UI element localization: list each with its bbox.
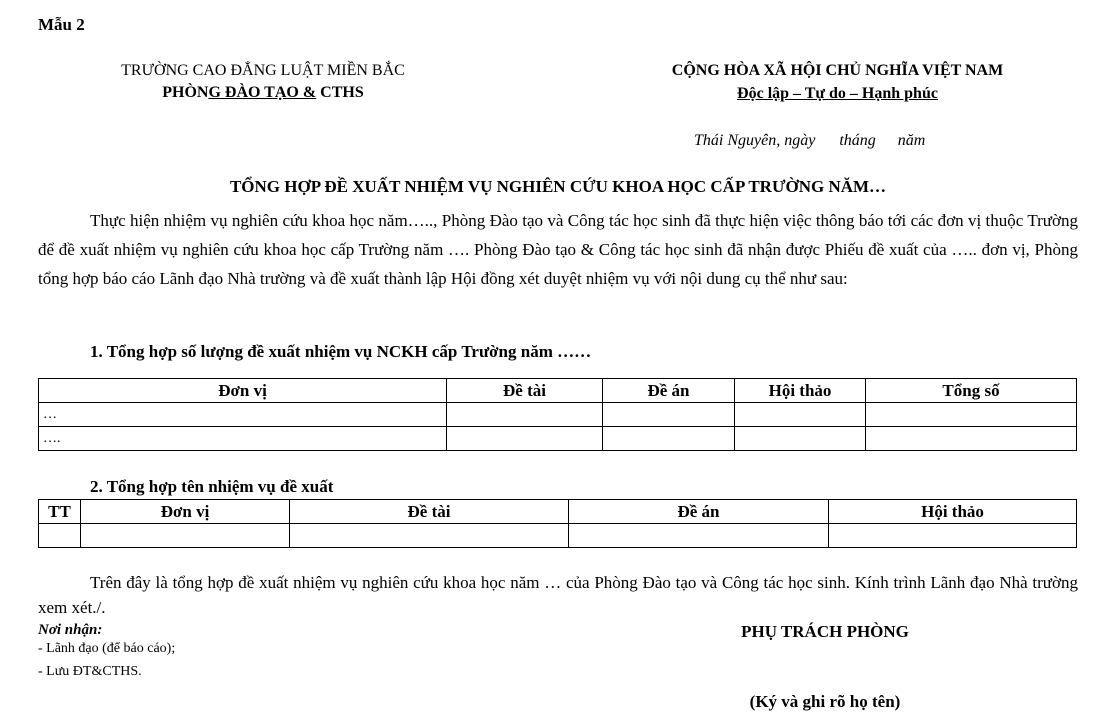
table-cell: [603, 403, 735, 427]
section1-heading: 1. Tổng hợp số lượng đề xuất nhiệm vụ NCKH cấp Trường năm ……: [90, 342, 592, 361]
table-row: [39, 403, 1077, 427]
department-name-prefix: PHÒN: [162, 84, 209, 101]
recipient-item: - Lưu ĐT&CTHS.: [38, 664, 142, 679]
date-line: [694, 132, 925, 150]
table-cell: [735, 403, 866, 427]
column-header: Đề án: [569, 500, 829, 524]
table-cell: [829, 524, 1077, 548]
date-month: tháng: [839, 132, 876, 149]
table-cell: [290, 524, 569, 548]
intro-paragraph: [38, 206, 1078, 293]
signature-note: (Ký và ghi rõ họ tên): [749, 692, 901, 711]
column-header: Đề tài: [290, 500, 569, 524]
table-cell: …: [39, 403, 447, 427]
closing-paragraph-text: Trên đây là tổng hợp đề xuất nhiệm vụ nghiên cứu khoa học năm … của Phòng Đào tạo và Công tác học sinh. Kính trình Lãnh đạo Nhà trường xem xét./.: [38, 573, 1078, 617]
department-name-underlined: G ĐÀO TẠO &: [208, 84, 317, 101]
table-cell: [866, 403, 1077, 427]
summary-count-table: [38, 378, 1077, 451]
date-year: năm: [897, 132, 926, 149]
recipients-heading: Nơi nhận:: [38, 622, 103, 638]
closing-paragraph: [38, 570, 1078, 620]
column-header: Đơn vị: [39, 379, 447, 403]
table-cell: [569, 524, 829, 548]
table-row: [39, 524, 1077, 548]
column-header: TT: [39, 500, 81, 524]
date-place-day: Thái Nguyên, ngày: [694, 132, 816, 149]
table-header-row: [39, 379, 1077, 403]
table-cell: [866, 427, 1077, 451]
table-row: [39, 427, 1077, 451]
table-cell: ….: [39, 427, 447, 451]
table-cell: [39, 524, 81, 548]
national-motto: Độc lập – Tự do – Hạnh phúc: [737, 85, 938, 102]
school-name: TRƯỜNG CAO ĐẲNG LUẬT MIỀN BẮC: [121, 62, 405, 79]
table-cell: [603, 427, 735, 451]
department-name-suffix: CTHS: [316, 84, 364, 101]
signature-title: PHỤ TRÁCH PHÒNG: [741, 622, 909, 641]
table-cell: [447, 427, 603, 451]
table-cell: [735, 427, 866, 451]
section2-heading: 2. Tổng hợp tên nhiệm vụ đề xuất: [90, 477, 334, 496]
department-name: [78, 84, 448, 102]
column-header: Hội thảo: [735, 379, 866, 403]
table-cell: [447, 403, 603, 427]
column-header: Đề tài: [447, 379, 603, 403]
column-header: Hội thảo: [829, 500, 1077, 524]
form-label: Mẫu 2: [38, 15, 85, 34]
table-header-row: [39, 500, 1077, 524]
national-title: CỘNG HÒA XÃ HỘI CHỦ NGHĨA VIỆT NAM: [671, 62, 1004, 79]
column-header: Tổng số: [866, 379, 1077, 403]
proposal-names-table: [38, 499, 1077, 548]
intro-paragraph-text: Thực hiện nhiệm vụ nghiên cứu khoa học năm….., Phòng Đào tạo và Công tác học sinh đã thực hiện việc thông báo tới các đơn vị thuộc Trường để đề xuất nhiệm vụ nghiên cứu khoa học cấp Trường năm …. Phòng Đào tạo & Công tác học sinh đã nhận được Phiếu đề xuất của ….. đơn vị, Phòng tổng hợp báo cáo Lãnh đạo Nhà trường và đề xuất thành lập Hội đồng xét duyệt nhiệm vụ với nội dung cụ thể như sau:: [38, 211, 1078, 288]
column-header: Đề án: [603, 379, 735, 403]
document-title: TỔNG HỢP ĐỀ XUẤT NHIỆM VỤ NGHIÊN CỨU KHOA HỌC CẤP TRƯỜNG NĂM…: [229, 177, 887, 196]
column-header: Đơn vị: [81, 500, 290, 524]
recipient-item: - Lãnh đạo (để báo cáo);: [38, 641, 176, 656]
table-cell: [81, 524, 290, 548]
